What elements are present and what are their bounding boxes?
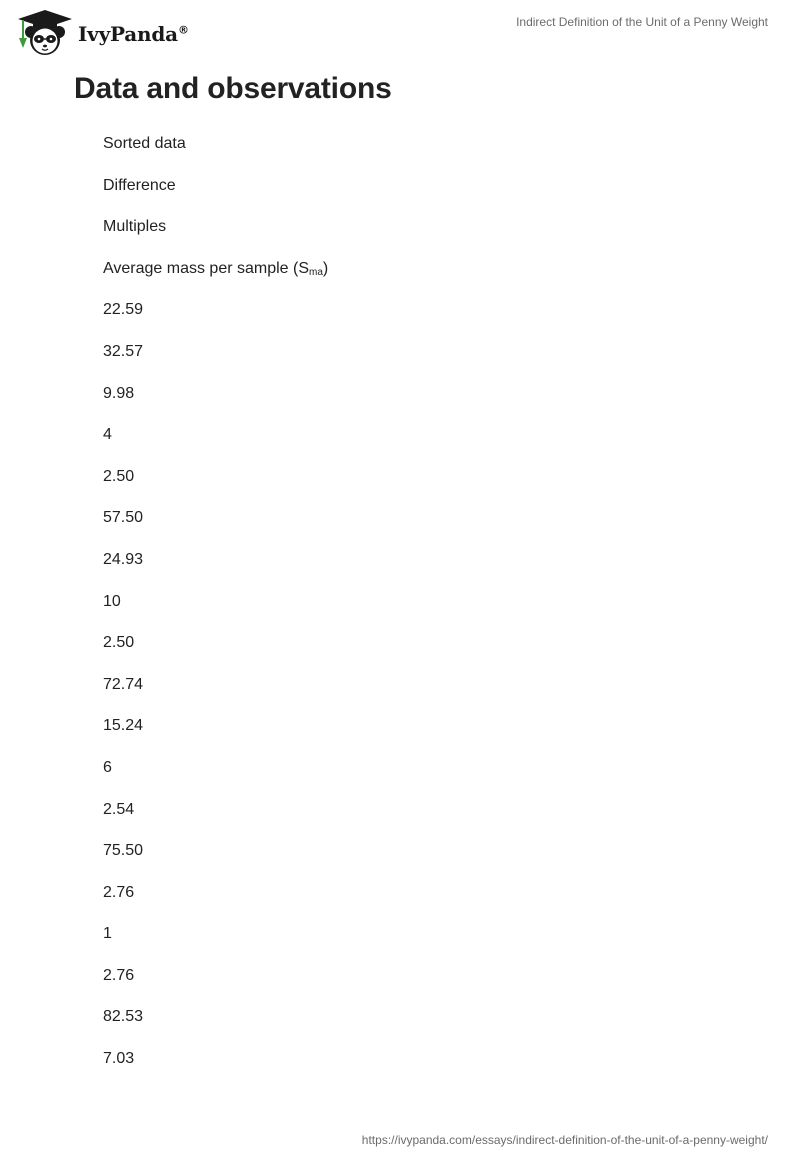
list-item: 72.74 bbox=[103, 675, 144, 693]
list-item: 2.50 bbox=[103, 634, 135, 652]
list-item: 75.50 bbox=[103, 842, 144, 860]
list-item: 2.76 bbox=[103, 883, 135, 901]
list-item: 32.57 bbox=[103, 342, 144, 360]
data-list bbox=[103, 134, 328, 1091]
list-item: 7.03 bbox=[103, 1050, 135, 1068]
source-url[interactable]: https://ivypanda.com/essays/indirect-definition-of-the-unit-of-a-penny-weight/ bbox=[361, 1133, 768, 1147]
list-item: 2.54 bbox=[103, 800, 135, 818]
list-item: Sorted data bbox=[103, 135, 186, 152]
list-item: 2.76 bbox=[103, 966, 135, 984]
subscript: ma bbox=[309, 266, 323, 278]
list-item: 4 bbox=[103, 426, 112, 444]
logo-wordmark: IvyPanda® bbox=[78, 22, 189, 46]
page-header bbox=[0, 0, 800, 70]
ivypanda-logo[interactable] bbox=[16, 8, 189, 58]
list-item: Difference bbox=[103, 176, 176, 194]
document-title: Indirect Definition of the Unit of a Penny Weight bbox=[516, 15, 768, 29]
section-heading: Data and observations bbox=[74, 72, 392, 105]
list-item: 10 bbox=[103, 592, 121, 610]
registered-mark: ® bbox=[177, 23, 189, 37]
list-item: Average mass per sample $(S_{ma})$ bbox=[103, 259, 329, 278]
list-item: 82.53 bbox=[103, 1008, 144, 1026]
list-item: 24.93 bbox=[103, 550, 144, 568]
list-item: 2.50 bbox=[103, 467, 135, 485]
list-item: 1 bbox=[103, 925, 112, 943]
list-item: 6 bbox=[103, 758, 112, 776]
list-item: 15.24 bbox=[103, 717, 144, 735]
panda-graduation-cap-icon bbox=[16, 8, 74, 58]
list-item: 9.98 bbox=[103, 384, 135, 402]
list-item: 57.50 bbox=[103, 509, 144, 527]
list-item: Multiples bbox=[103, 218, 167, 236]
list-item: 22.59 bbox=[103, 301, 144, 319]
